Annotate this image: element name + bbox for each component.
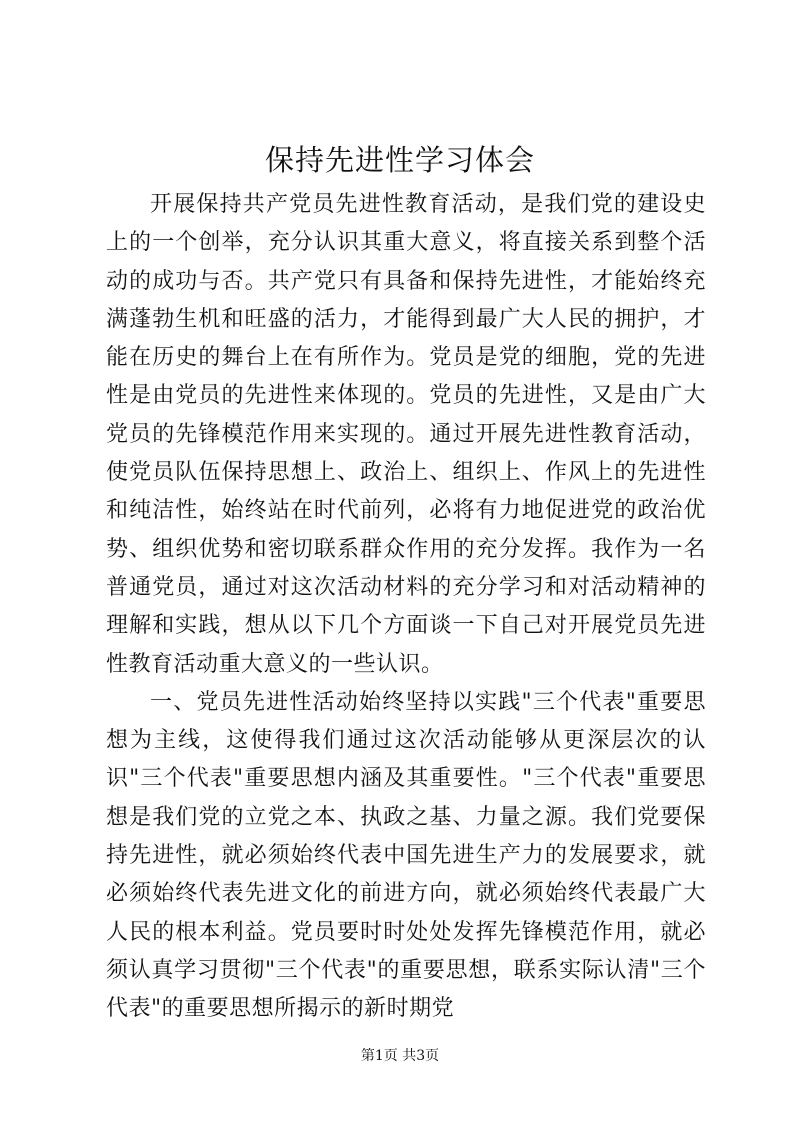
document-body — [106, 186, 706, 1029]
document-title: 保持先进性学习体会 — [264, 143, 535, 177]
paragraph-1: 开展保持共产党员先进性教育活动，是我们党的建设史上的一个创举，充分认识其重大意义，将直接关系到整个活动的成功与否。共产党只有具备和保持先进性，才能始终充满蓬勃生机和旺盛的活力，才能得到最广大人民的拥护，才能在历史的舞台上在有所作为。党员是党的细胞，党的先进性是由党员的先进性来体现的。党员的先进性，又是由广大党员的先锋模范作用来实现的。通过开展先进性教育活动，使党员队伍保持思想上、政治上、组织上、作风上的先进性和纯洁性，始终站在时代前列，必将有力地促进党的政治优势、组织优势和密切联系群众作用的充分发挥。我作为一名普通党员，通过对这次活动材料的充分学习和对活动精神的理解和实践，想从以下几个方面谈一下自己对开展党员先进性教育活动重大意义的一些认识。 — [106, 192, 706, 677]
paragraph-2: 一、党员先进性活动始终坚持以实践"三个代表"重要思想为主线，这使得我们通过这次活动能够从更深层次的认识"三个代表"重要思想内涵及其重要性。"三个代表"重要思想是我们党的立党之本、执政之基、力量之源。我们党要保持先进性，就必须始终代表中国先进生产力的发展要求，就必须始终代表先进文化的前进方向，就必须始终代表最广大人民的根本利益。党员要时时处处发挥先锋模范作用，就必须认真学习贯彻"三个代表"的重要思想，联系实际认清"三个代表"的重要思想所揭示的新时期党 — [106, 689, 706, 1022]
page-footer: 第1页 共3页 — [360, 1048, 440, 1064]
